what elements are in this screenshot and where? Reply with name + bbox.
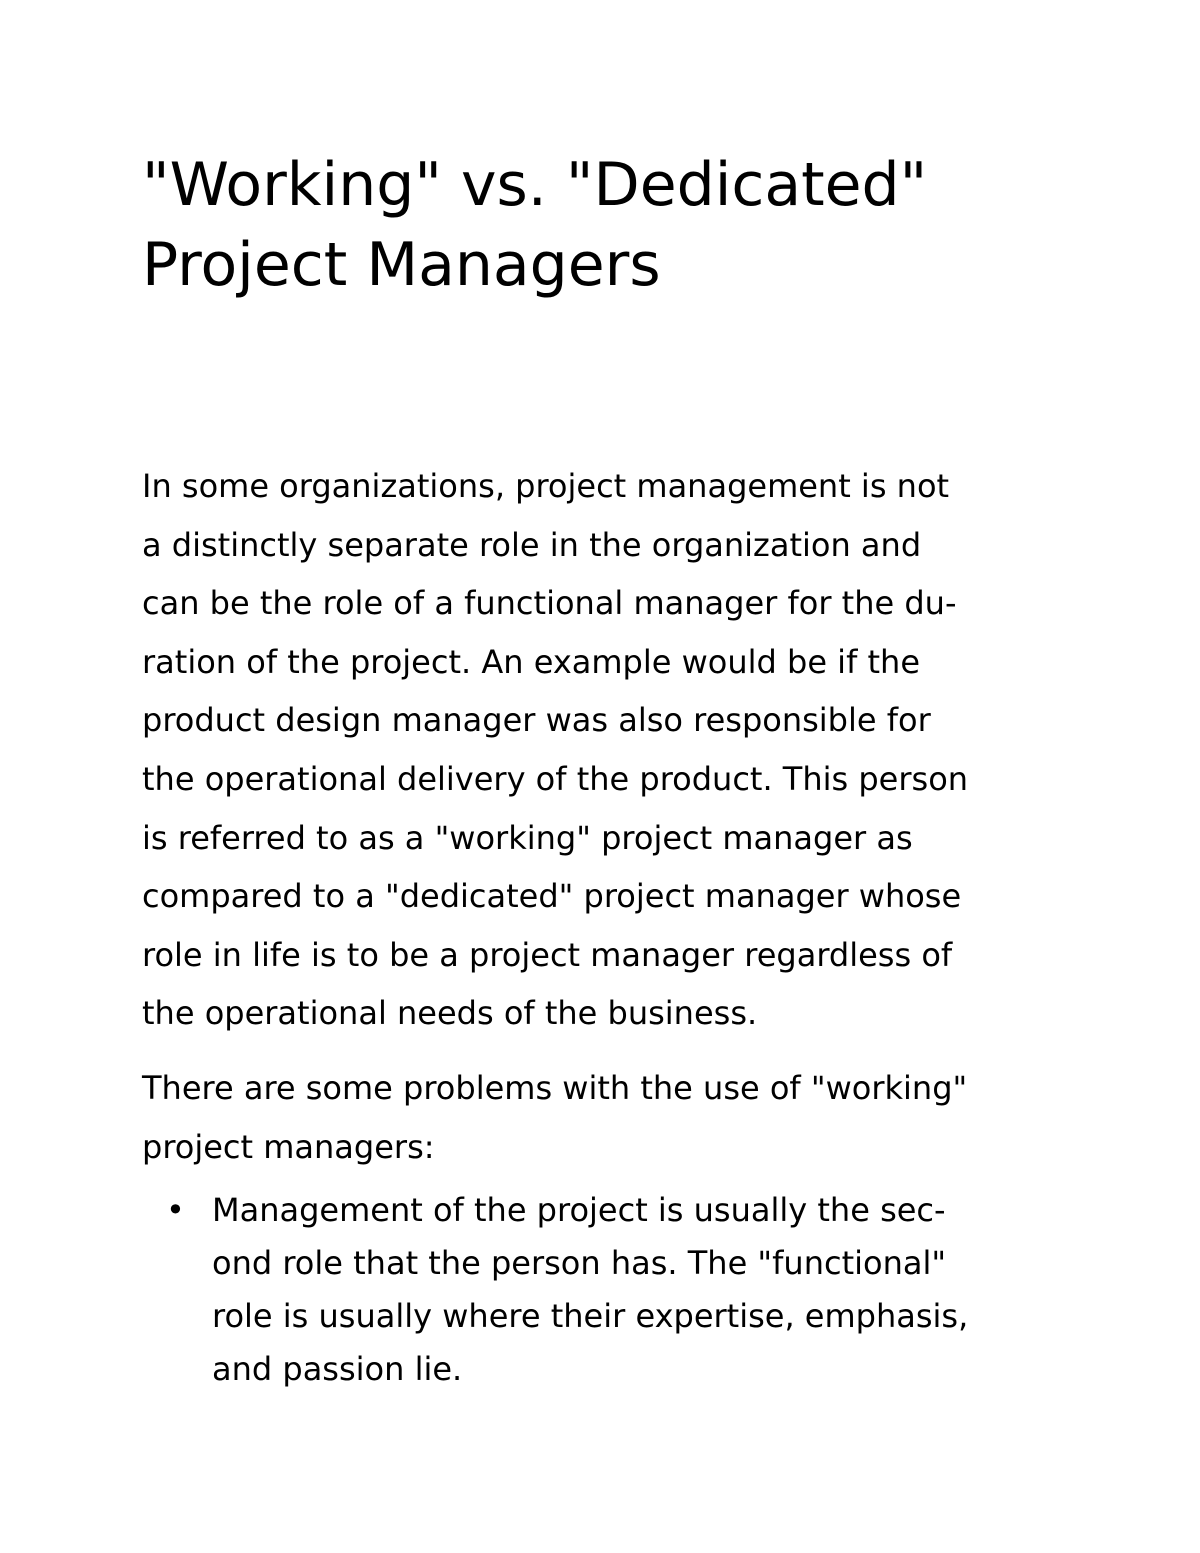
paragraph-line: is referred to as a "working" project manager as bbox=[142, 818, 913, 857]
list-item-line: role is usually where their expertise, emphasis, bbox=[212, 1297, 969, 1336]
document-title bbox=[142, 145, 1072, 305]
paragraph-line: In some organizations, project management is not bbox=[142, 467, 950, 505]
paragraph-line: the operational delivery of the product. This person bbox=[142, 759, 969, 798]
paragraph-problems bbox=[142, 1059, 1072, 1176]
paragraph-line: a distinctly separate role in the organization and bbox=[142, 525, 922, 564]
paragraph-line: compared to a "dedicated" project manager whose bbox=[142, 877, 962, 916]
paragraph-line: product design manager was also responsible for bbox=[142, 701, 931, 740]
paragraph-line: project managers: bbox=[142, 1127, 435, 1166]
paragraph-line: ration of the project. An example would be if the bbox=[142, 642, 921, 681]
paragraph-line: There are some problems with the use of "working" bbox=[142, 1068, 968, 1107]
paragraph-line: the operational needs of the business. bbox=[142, 994, 758, 1033]
list-item-line: and passion lie. bbox=[212, 1350, 463, 1389]
bullet-marker: • bbox=[166, 1191, 185, 1230]
title-line-1: "Working" vs. "Dedicated" bbox=[142, 150, 928, 220]
list-item-line: Management of the project is usually the sec- bbox=[212, 1191, 946, 1230]
document-content bbox=[142, 145, 1072, 1396]
paragraph-intro bbox=[142, 457, 1072, 1043]
document-body bbox=[142, 457, 1072, 1396]
list-item bbox=[142, 1184, 1072, 1396]
title-line-2: Project Managers bbox=[142, 230, 661, 300]
paragraph-line: can be the role of a functional manager for the du- bbox=[142, 584, 957, 623]
paragraph-line: role in life is to be a project manager regardless of bbox=[142, 935, 953, 974]
problems-list bbox=[142, 1184, 1072, 1396]
list-item-line: ond role that the person has. The "functional" bbox=[212, 1244, 947, 1283]
